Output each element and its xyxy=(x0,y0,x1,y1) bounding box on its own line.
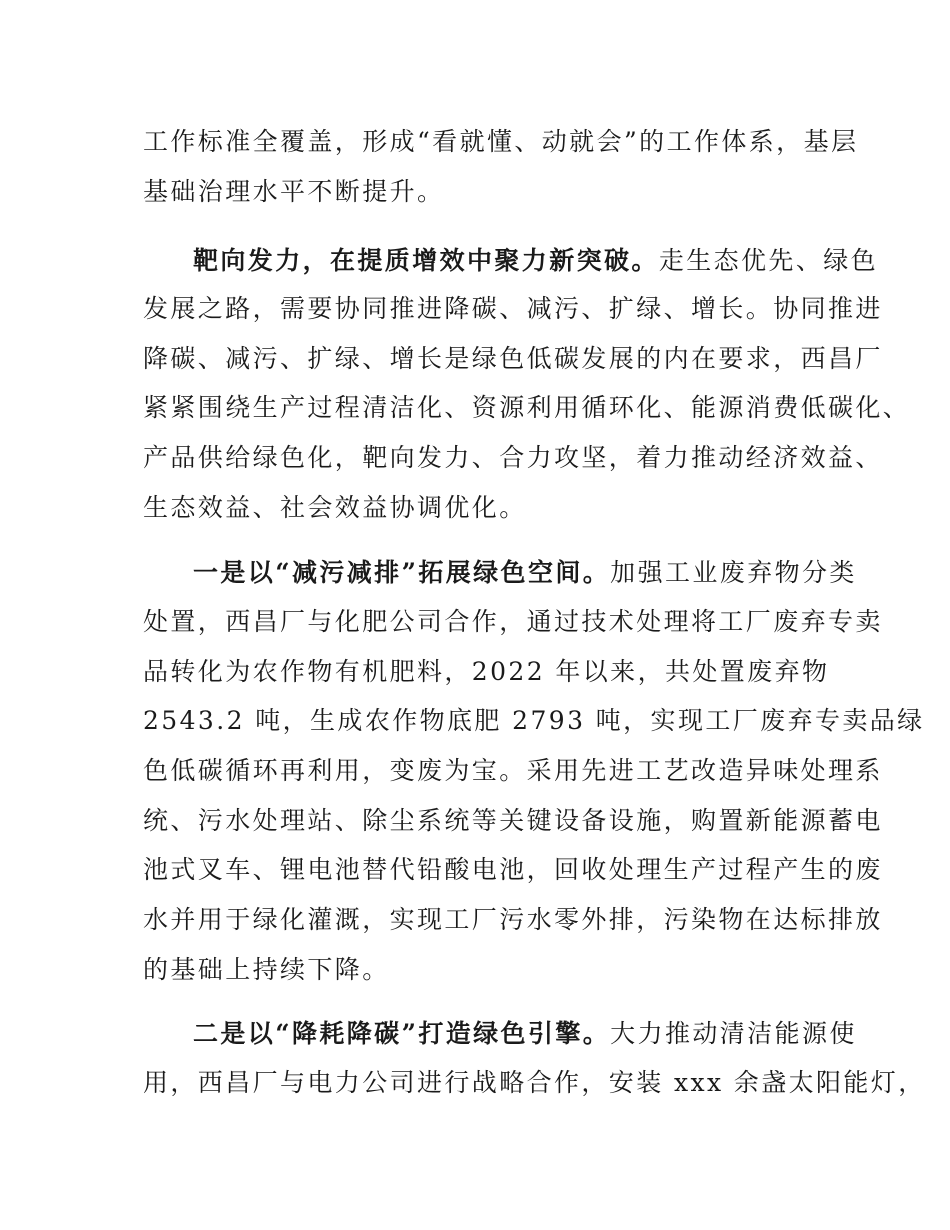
paragraph-line: 色低碳循环再利用，变废为宝。采用先进工艺改造异味处理系 xyxy=(143,756,883,785)
paragraph-lead-heading: 二是以“降耗降碳”打造绿色引擎。 xyxy=(193,1019,611,1048)
paragraph-line: 生态效益、社会效益协调优化。 xyxy=(143,493,527,522)
paragraph-first-line xyxy=(193,1019,857,1049)
paragraph-line: 2543.2 吨，生成农作物底肥 2793 吨，实现工厂废弃专卖品绿 xyxy=(143,706,925,735)
paragraph-line: 紧紧围绕生产过程清洁化、资源利用循环化、能源消费低碳化、 xyxy=(143,393,911,422)
paragraph-lead-rest: 加强工业废弃物分类 xyxy=(610,558,857,587)
paragraph-lead-rest: 大力推动清洁能源使 xyxy=(610,1019,857,1048)
paragraph-line: 产品供给绿色化，靶向发力、合力攻坚，着力推动经济效益、 xyxy=(143,443,883,472)
paragraph-line: 的基础上持续下降。 xyxy=(143,955,390,984)
paragraph-line: 基础治理水平不断提升。 xyxy=(143,177,445,206)
paragraph-line: 品转化为农作物有机肥料，2022 年以来，共处置废弃物 xyxy=(143,657,830,686)
paragraph-first-line xyxy=(193,246,878,276)
paragraph-lead-heading: 一是以“减污减排”拓展绿色空间。 xyxy=(193,558,611,587)
paragraph-line: 降碳、减污、扩绿、增长是绿色低碳发展的内在要求，西昌厂 xyxy=(143,344,883,373)
paragraph-line: 池式叉车、锂电池替代铅酸电池，回收处理生产过程产生的废 xyxy=(143,855,883,884)
paragraph-line: 处置，西昌厂与化肥公司合作，通过技术处理将工厂废弃专卖 xyxy=(143,607,883,636)
paragraph-line: 发展之路，需要协同推进降碳、减污、扩绿、增长。协同推进 xyxy=(143,294,883,323)
paragraph-line: 水并用于绿化灌溉，实现工厂污水零外排，污染物在达标排放 xyxy=(143,905,883,934)
paragraph-line: 工作标准全覆盖，形成“看就懂、动就会”的工作体系，基层 xyxy=(143,127,859,156)
paragraph-line: 用，西昌厂与电力公司进行战略合作，安装 xxx 余盏太阳能灯， xyxy=(143,1068,926,1097)
paragraph-lead-heading: 靶向发力，在提质增效中聚力新突破。 xyxy=(193,246,659,275)
paragraph-first-line xyxy=(193,558,857,588)
paragraph-lead-rest: 走生态优先、绿色 xyxy=(658,246,879,275)
paragraph-line: 统、污水处理站、除尘系统等关键设备设施，购置新能源蓄电 xyxy=(143,806,883,835)
